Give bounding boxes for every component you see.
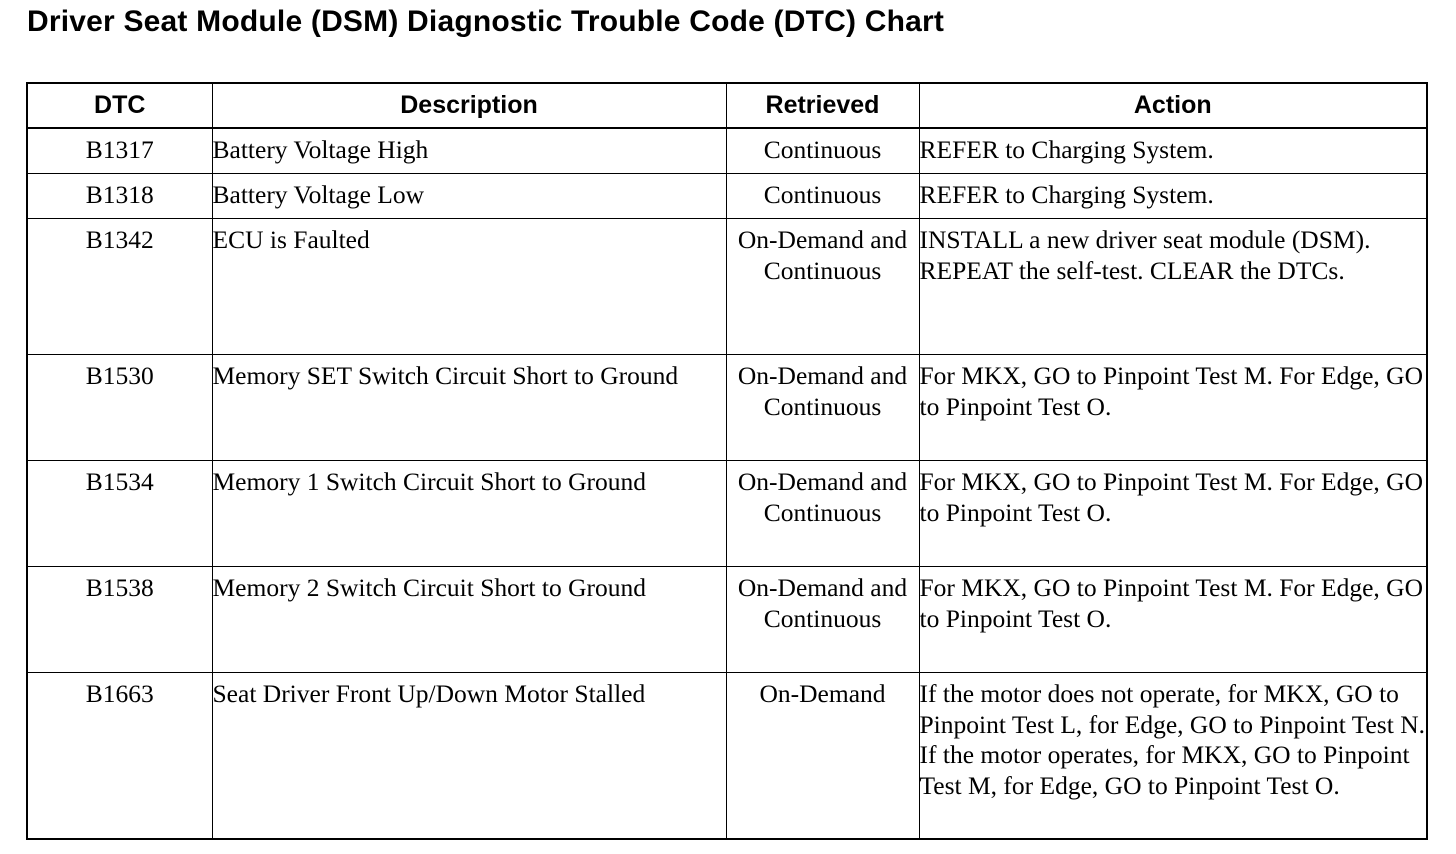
dtc-table bbox=[26, 82, 1428, 840]
cell-retrieved: Continuous bbox=[726, 128, 919, 174]
cell-retrieved: On-Demand and Continuous bbox=[726, 219, 919, 355]
cell-retrieved: On-Demand bbox=[726, 673, 919, 840]
table-row bbox=[27, 461, 1427, 567]
cell-description: Battery Voltage Low bbox=[212, 174, 726, 219]
cell-action: INSTALL a new driver seat module (DSM). REPEAT the self-test. CLEAR the DTCs. bbox=[919, 219, 1427, 355]
table-row bbox=[27, 174, 1427, 219]
table-row bbox=[27, 219, 1427, 355]
cell-dtc: B1663 bbox=[27, 673, 212, 840]
header-retrieved: Retrieved bbox=[726, 83, 919, 128]
cell-description: Memory SET Switch Circuit Short to Ground bbox=[212, 355, 726, 461]
cell-action: If the motor does not operate, for MKX, GO to Pinpoint Test L, for Edge, GO to Pinpoint Test N. If the motor operates, for MKX, GO to Pinpoint Test M, for Edge, GO to Pinpoint Test O. bbox=[919, 673, 1427, 840]
table-row bbox=[27, 355, 1427, 461]
page-title: Driver Seat Module (DSM) Diagnostic Trouble Code (DTC) Chart bbox=[27, 5, 945, 38]
cell-action: REFER to Charging System. bbox=[919, 174, 1427, 219]
cell-description: Memory 2 Switch Circuit Short to Ground bbox=[212, 567, 726, 673]
cell-retrieved: On-Demand and Continuous bbox=[726, 355, 919, 461]
cell-dtc: B1538 bbox=[27, 567, 212, 673]
cell-dtc: B1317 bbox=[27, 128, 212, 174]
cell-dtc: B1318 bbox=[27, 174, 212, 219]
cell-action: REFER to Charging System. bbox=[919, 128, 1427, 174]
cell-dtc: B1530 bbox=[27, 355, 212, 461]
table-row bbox=[27, 567, 1427, 673]
cell-description: ECU is Faulted bbox=[212, 219, 726, 355]
cell-description: Memory 1 Switch Circuit Short to Ground bbox=[212, 461, 726, 567]
cell-retrieved: Continuous bbox=[726, 174, 919, 219]
table-row bbox=[27, 128, 1427, 174]
cell-retrieved: On-Demand and Continuous bbox=[726, 567, 919, 673]
cell-action: For MKX, GO to Pinpoint Test M. For Edge, GO to Pinpoint Test O. bbox=[919, 355, 1427, 461]
cell-dtc: B1534 bbox=[27, 461, 212, 567]
cell-action: For MKX, GO to Pinpoint Test M. For Edge, GO to Pinpoint Test O. bbox=[919, 567, 1427, 673]
cell-description: Battery Voltage High bbox=[212, 128, 726, 174]
header-description: Description bbox=[212, 83, 726, 128]
table-row bbox=[27, 673, 1427, 840]
table-header-row bbox=[27, 83, 1427, 128]
header-dtc: DTC bbox=[27, 83, 212, 128]
cell-description: Seat Driver Front Up/Down Motor Stalled bbox=[212, 673, 726, 840]
cell-dtc: B1342 bbox=[27, 219, 212, 355]
cell-retrieved: On-Demand and Continuous bbox=[726, 461, 919, 567]
cell-action: For MKX, GO to Pinpoint Test M. For Edge, GO to Pinpoint Test O. bbox=[919, 461, 1427, 567]
header-action: Action bbox=[919, 83, 1427, 128]
